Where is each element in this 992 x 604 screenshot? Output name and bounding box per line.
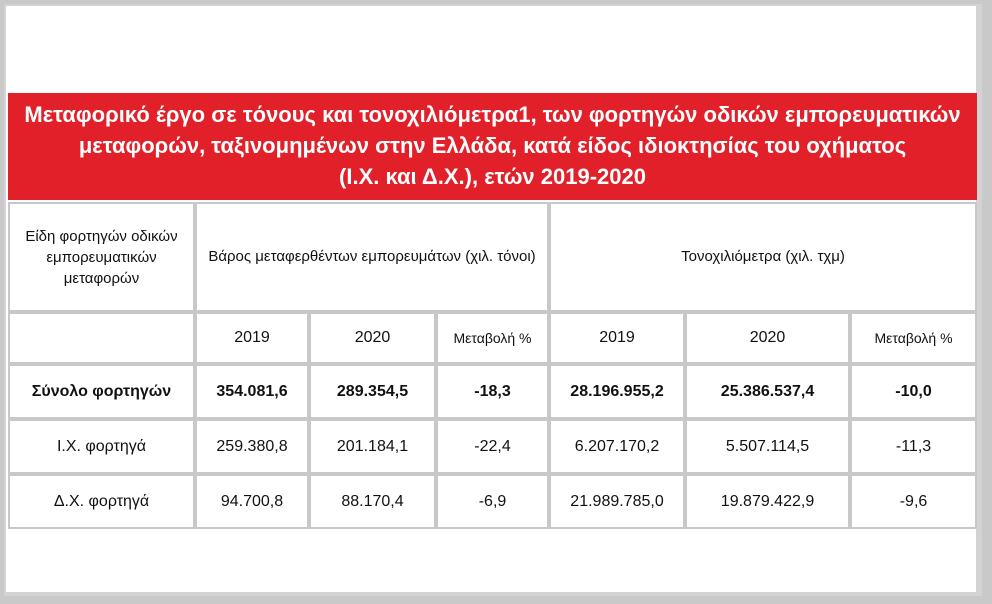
freight-table [8, 202, 977, 529]
cell-weight-2020: 289.354,5 [309, 364, 436, 419]
header-row-years [8, 312, 977, 364]
title-line-1: Μεταφορικό έργο σε τόνους και τονοχιλιόμετρα1, των φορτηγών οδικών εμπορευματικών [24, 102, 961, 127]
cell-tonkm-2019: 6.207.170,2 [549, 419, 685, 474]
cell-tonkm-change: -9,6 [850, 474, 977, 529]
cell-weight-2019: 259.380,8 [195, 419, 309, 474]
row-label: Δ.Χ. φορτηγά [8, 474, 195, 529]
cell-tonkm-2020: 19.879.422,9 [685, 474, 850, 529]
header-tonkm-2020: 2020 [685, 312, 850, 364]
cell-weight-change: -22,4 [436, 419, 549, 474]
header-weight-change: Μεταβολή % [436, 312, 549, 364]
cell-tonkm-2020: 5.507.114,5 [685, 419, 850, 474]
header-blank [8, 312, 195, 364]
cell-weight-2019: 94.700,8 [195, 474, 309, 529]
header-weight-2019: 2019 [195, 312, 309, 364]
row-label: Σύνολο φορτηγών [8, 364, 195, 419]
title-line-3: (Ι.Χ. και Δ.Χ.), ετών 2019-2020 [339, 164, 646, 189]
cell-tonkm-change: -10,0 [850, 364, 977, 419]
cell-weight-2019: 354.081,6 [195, 364, 309, 419]
cell-tonkm-change: -11,3 [850, 419, 977, 474]
cell-tonkm-2019: 21.989.785,0 [549, 474, 685, 529]
header-category: Είδη φορτηγών οδικών εμπορευματικών μεταφορών [8, 202, 195, 312]
cell-weight-change: -6,9 [436, 474, 549, 529]
row-label: Ι.Χ. φορτηγά [8, 419, 195, 474]
cell-tonkm-2020: 25.386.537,4 [685, 364, 850, 419]
table-row-private [8, 419, 977, 474]
table-title [8, 93, 977, 200]
header-weight-group: Βάρος μεταφερθέντων εμπορευμάτων (χιλ. τόνοι) [195, 202, 549, 312]
header-tonkm-group: Τονοχιλιόμετρα (χιλ. τχμ) [549, 202, 977, 312]
header-tonkm-2019: 2019 [549, 312, 685, 364]
cell-weight-2020: 201.184,1 [309, 419, 436, 474]
table-row-public [8, 474, 977, 529]
header-tonkm-change: Μεταβολή % [850, 312, 977, 364]
table-row-total [8, 364, 977, 419]
cell-weight-2020: 88.170,4 [309, 474, 436, 529]
cell-weight-change: -18,3 [436, 364, 549, 419]
title-line-2: μεταφορών, ταξινομημένων στην Ελλάδα, κατά είδος ιδιοκτησίας του οχήματος [78, 133, 907, 158]
header-weight-2020: 2020 [309, 312, 436, 364]
cell-tonkm-2019: 28.196.955,2 [549, 364, 685, 419]
header-row-groups [8, 202, 977, 312]
